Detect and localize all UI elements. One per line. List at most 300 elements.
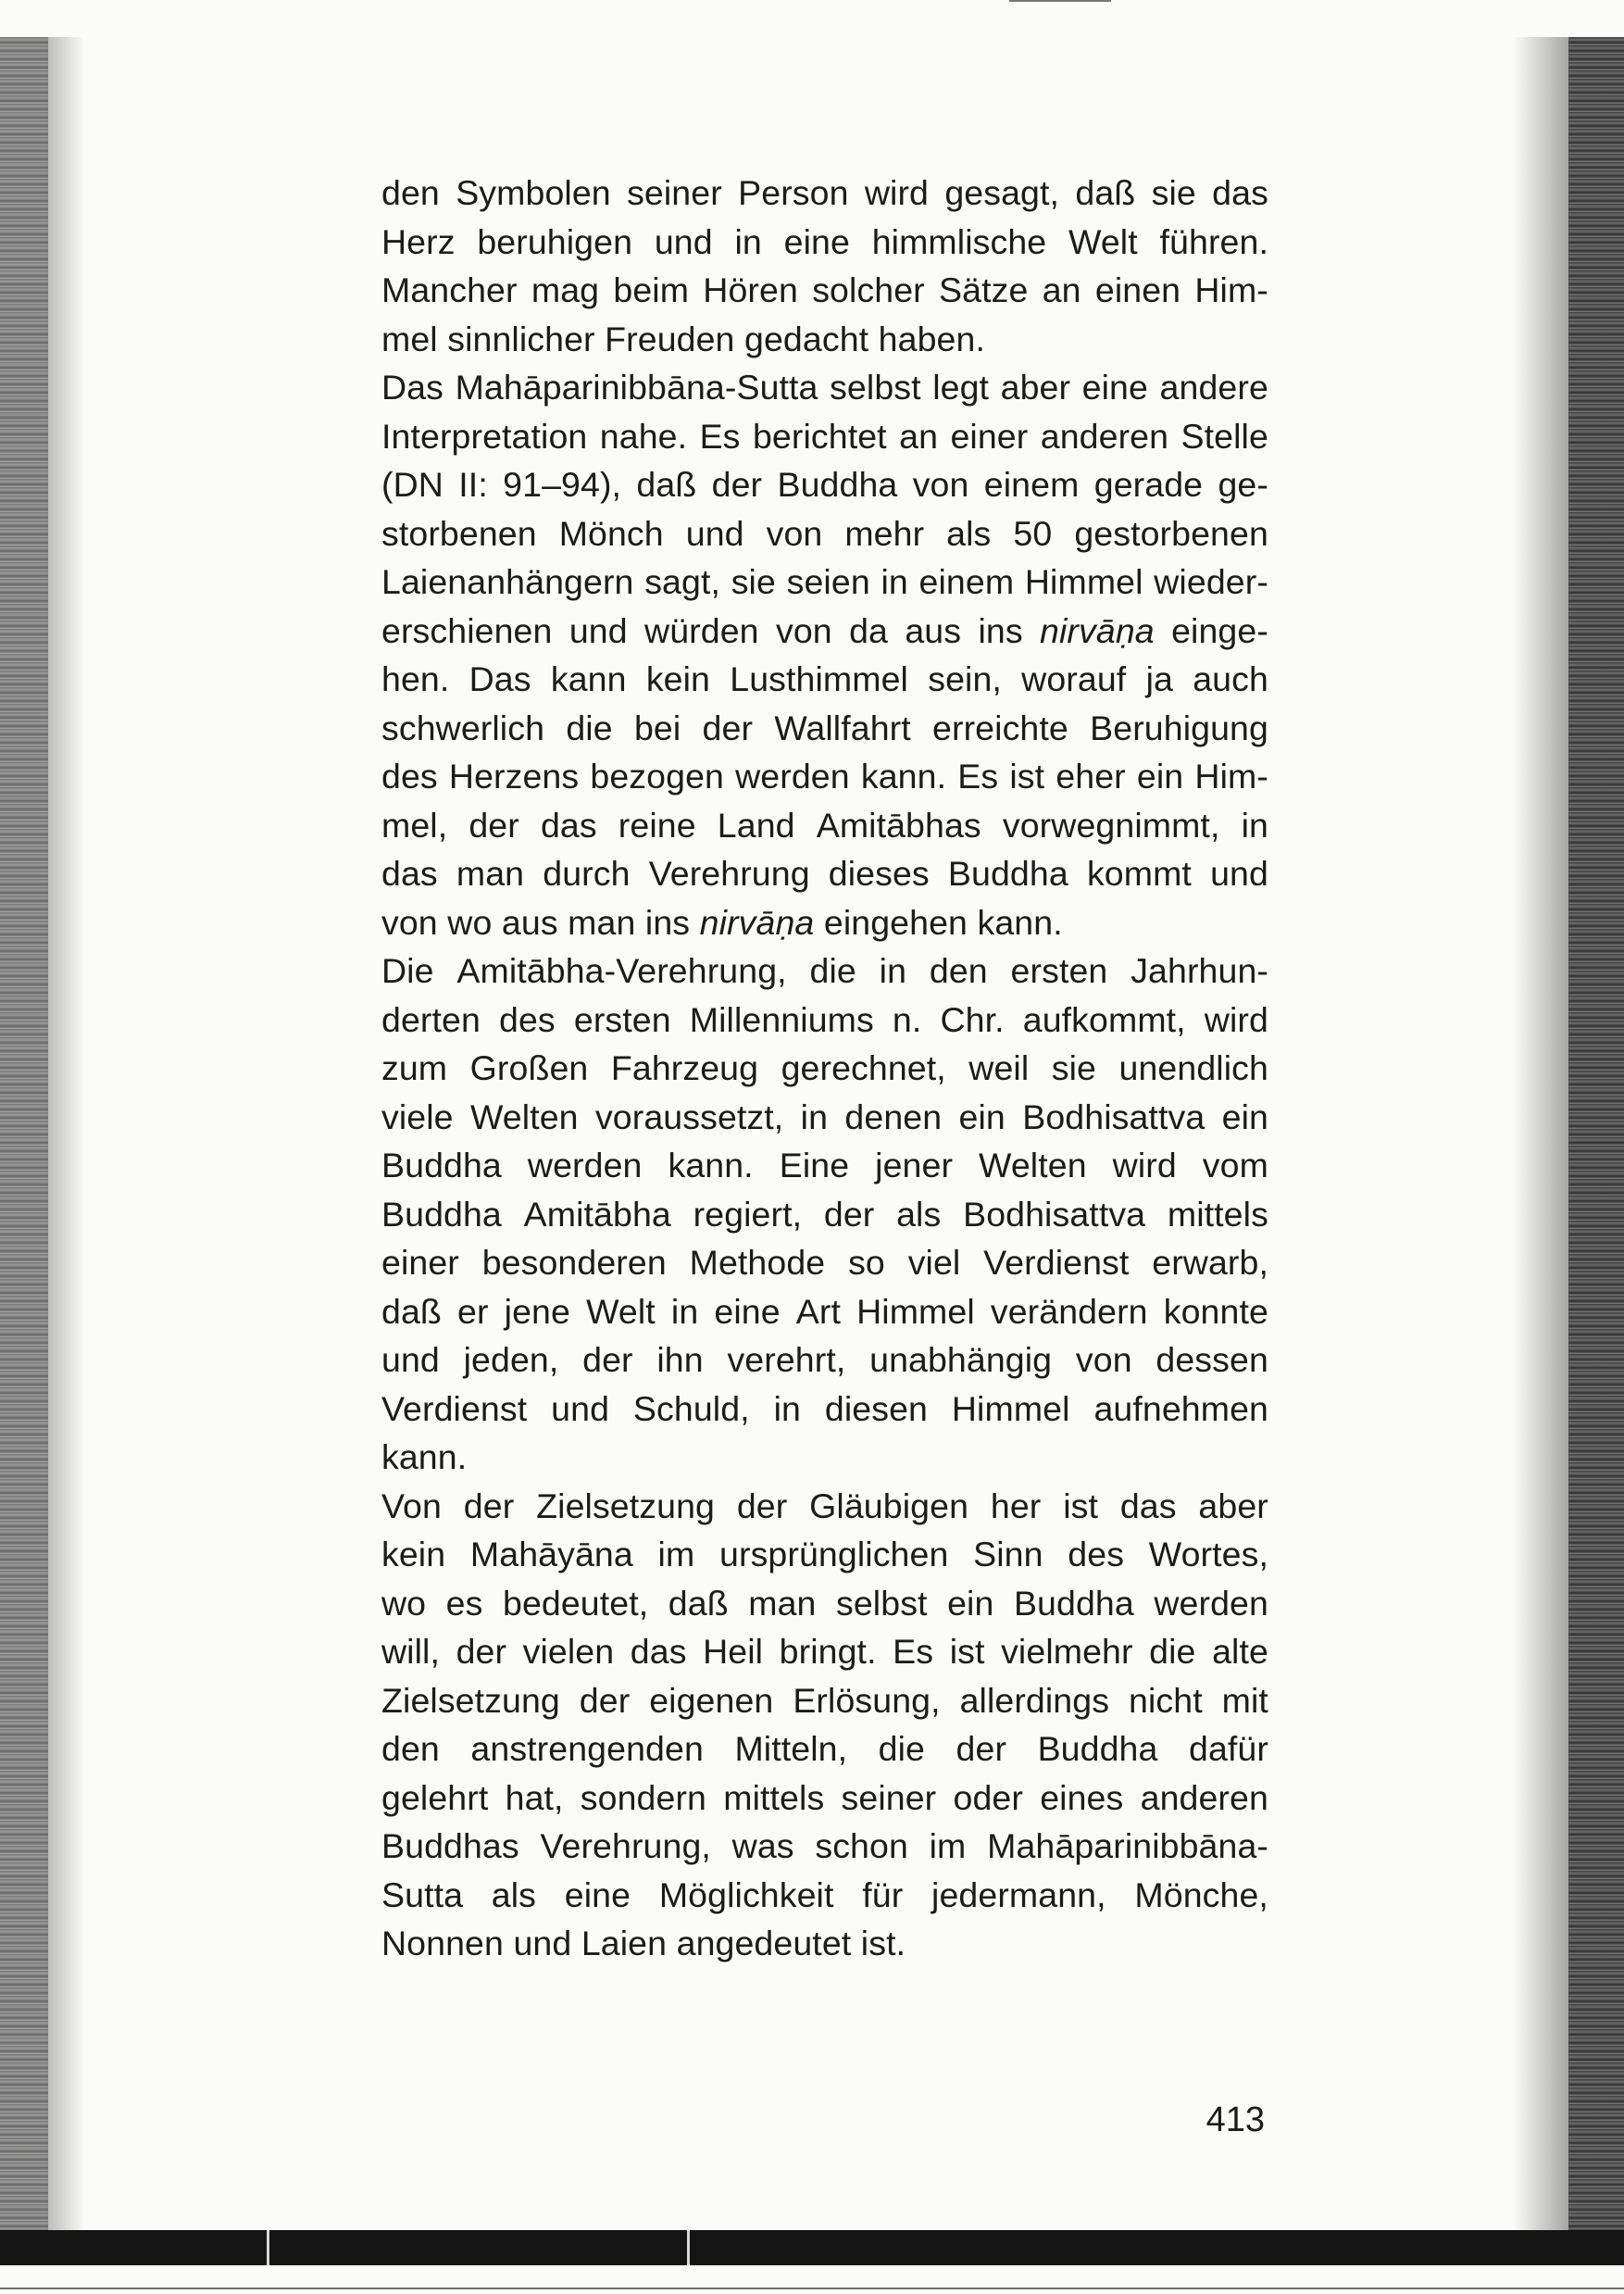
word: in xyxy=(881,562,908,601)
word: Himmel xyxy=(1024,562,1143,601)
word: Bodhisattva xyxy=(963,1194,1146,1234)
word: dessen xyxy=(1156,1340,1268,1379)
word: Möglichkeit xyxy=(658,1874,834,1914)
word: sie xyxy=(1151,173,1196,212)
word: Land xyxy=(717,805,795,845)
word: man xyxy=(748,1583,817,1623)
word: es xyxy=(445,1583,483,1623)
body-text xyxy=(381,169,1268,1968)
page-number: 413 xyxy=(1206,2100,1265,2139)
word: in xyxy=(670,1291,699,1331)
word: anstrengenden xyxy=(470,1729,704,1768)
word: unabhängig xyxy=(869,1340,1053,1379)
word: vorwegnimmt, xyxy=(1002,805,1220,845)
word: das xyxy=(630,1632,687,1671)
word: n. xyxy=(892,999,922,1039)
word: würden xyxy=(644,610,759,650)
word: die xyxy=(566,708,613,747)
text-line xyxy=(381,169,1268,218)
word: Heil xyxy=(703,1632,764,1671)
word: viele xyxy=(381,1097,454,1136)
word: Schuld, xyxy=(632,1388,750,1428)
word: an xyxy=(1042,270,1081,309)
word: und xyxy=(654,221,713,261)
scan-tick xyxy=(687,2230,690,2265)
word: daß xyxy=(381,1291,442,1331)
word: ersten xyxy=(1010,951,1108,990)
word: Amitābha-Verehrung, xyxy=(456,951,787,990)
word: gestorbenen xyxy=(1074,513,1268,553)
word: mag xyxy=(531,270,600,309)
word: Himmel xyxy=(951,1388,1070,1428)
paragraph xyxy=(381,1482,1268,1968)
word: an xyxy=(899,416,939,456)
text-line xyxy=(381,898,1268,947)
word: gelehrt xyxy=(381,1777,489,1817)
word: erwarb, xyxy=(1152,1243,1268,1282)
word: im xyxy=(929,1826,967,1865)
word: ge- xyxy=(1218,465,1268,504)
word: führen. xyxy=(1159,221,1268,261)
text-line xyxy=(381,558,1268,607)
word: Mönch xyxy=(558,513,664,553)
text-line xyxy=(381,1530,1268,1579)
word: des xyxy=(381,757,438,796)
word: seien xyxy=(786,562,870,601)
word: aufkommt, xyxy=(1022,999,1186,1039)
word: unendlich xyxy=(1118,1048,1268,1087)
text-line xyxy=(381,607,1268,656)
word: das xyxy=(1212,173,1268,212)
word: in xyxy=(734,221,762,261)
page-edge-fade-right xyxy=(1513,37,1568,2232)
text-line xyxy=(381,849,1268,898)
word: als xyxy=(946,513,992,553)
word: sinnlicher xyxy=(447,319,595,358)
word: ist. xyxy=(860,1924,906,1962)
word: 50 xyxy=(1013,513,1053,553)
word: viel xyxy=(907,1243,961,1282)
word: gedacht xyxy=(744,319,869,358)
paragraph xyxy=(381,169,1268,363)
word: Amitābhas xyxy=(816,805,981,845)
word: Es xyxy=(699,416,741,456)
word: derten xyxy=(381,999,481,1039)
word: und xyxy=(551,1388,610,1428)
word: kann xyxy=(550,659,627,698)
word: und xyxy=(381,1340,440,1379)
text-line xyxy=(381,1676,1268,1725)
word: sagt, xyxy=(644,562,720,601)
text-line xyxy=(381,460,1268,509)
page-edge-shadow-right xyxy=(1568,37,1624,2232)
word: berichtet xyxy=(752,416,887,456)
word: werden xyxy=(1154,1583,1268,1623)
word: Welten xyxy=(469,1097,579,1136)
word: man xyxy=(456,854,525,893)
page-gutter-shadow-left xyxy=(0,37,48,2232)
word: der xyxy=(456,1632,507,1671)
word: eines xyxy=(1040,1777,1124,1817)
word: nirvāṇa xyxy=(1040,610,1155,650)
word: Buddha xyxy=(947,854,1068,893)
word: Gläubigen xyxy=(809,1485,969,1525)
word: Das xyxy=(468,659,531,698)
word: Mancher xyxy=(381,270,518,309)
word: Sätze xyxy=(939,270,1029,309)
word: er xyxy=(457,1291,489,1331)
word: der xyxy=(468,805,519,845)
text-line xyxy=(381,266,1268,315)
word: Welten xyxy=(979,1146,1087,1185)
word: die xyxy=(809,951,856,990)
word: Buddha xyxy=(381,1194,502,1234)
word: Buddha xyxy=(777,465,898,504)
word: einer xyxy=(950,416,1029,456)
word: denen xyxy=(844,1097,943,1136)
word: Symbolen xyxy=(456,173,611,212)
word: weil xyxy=(968,1048,1030,1087)
scan-artifact-top xyxy=(1009,0,1111,2)
word: man xyxy=(568,902,636,942)
text-line xyxy=(381,1774,1268,1823)
word: hat, xyxy=(505,1777,564,1817)
word: aber xyxy=(1198,1485,1268,1525)
word: das xyxy=(1119,1485,1177,1525)
word: Person xyxy=(738,173,849,212)
word: selbst xyxy=(836,1583,928,1623)
text-line xyxy=(381,1335,1268,1385)
word: ist xyxy=(1063,1485,1098,1525)
word: worauf xyxy=(1021,659,1127,698)
word: jeden, xyxy=(463,1340,559,1379)
word: nahe. xyxy=(599,416,688,456)
word: Laienanhängern xyxy=(381,562,634,601)
word: gerade xyxy=(1093,465,1204,504)
word: kann. xyxy=(860,757,947,796)
word: Herz xyxy=(381,221,456,261)
text-line xyxy=(381,315,1268,364)
word: kann. xyxy=(381,1437,468,1476)
word: eine xyxy=(564,1874,631,1914)
word: auch xyxy=(1193,659,1268,698)
word: das xyxy=(540,805,597,845)
word: von xyxy=(766,513,823,553)
word: ein xyxy=(1136,757,1184,796)
word: Beruhigung xyxy=(1090,708,1268,747)
word: schon xyxy=(815,1826,908,1865)
word: Von xyxy=(381,1485,442,1525)
word: Methode xyxy=(689,1243,826,1282)
word: ja xyxy=(1145,659,1173,698)
word: verehrt, xyxy=(727,1340,846,1379)
word: Sutta xyxy=(381,1874,464,1914)
word: den xyxy=(929,951,988,990)
word: kommt xyxy=(1086,854,1192,893)
word: diesen xyxy=(824,1388,928,1428)
word: eher xyxy=(1056,757,1126,796)
word: alte xyxy=(1212,1632,1268,1671)
word: werden xyxy=(735,757,850,796)
word: was xyxy=(731,1826,794,1865)
word: Mahāyāna xyxy=(469,1535,633,1573)
word: Großen xyxy=(469,1048,589,1087)
word: Laien xyxy=(581,1924,668,1962)
word: hen. xyxy=(381,659,450,698)
word: Jahrhun- xyxy=(1131,951,1268,990)
word: anderen xyxy=(1140,1777,1268,1817)
word: Verdienst xyxy=(983,1243,1130,1282)
text-line xyxy=(381,655,1268,704)
word: beruhigen xyxy=(477,221,633,261)
word: mittels xyxy=(1167,1194,1268,1234)
word: Art xyxy=(795,1291,841,1331)
word: ins xyxy=(644,902,691,942)
word: gesagt, xyxy=(944,173,1060,212)
word: wird xyxy=(1112,1146,1177,1185)
word: in xyxy=(800,1097,829,1136)
word: Wortes, xyxy=(1148,1535,1268,1573)
word: verändern xyxy=(990,1291,1148,1331)
word: angedeutet xyxy=(676,1924,852,1962)
text-line xyxy=(381,801,1268,850)
word: sie xyxy=(731,562,776,601)
word: Mitteln, xyxy=(734,1729,848,1768)
word: mehr xyxy=(844,513,925,553)
text-line xyxy=(381,509,1268,558)
word: Him- xyxy=(1194,757,1268,796)
word: daß xyxy=(636,465,697,504)
word: Fahrzeug xyxy=(610,1048,759,1087)
word: Erlösung, xyxy=(793,1680,941,1720)
word: wo xyxy=(447,902,493,942)
word: Welt xyxy=(1068,221,1138,261)
word: nicht xyxy=(1129,1680,1203,1720)
word: Nonnen xyxy=(381,1924,504,1962)
word: kein xyxy=(381,1535,446,1573)
word: Interpretation xyxy=(381,416,588,456)
word: Eine xyxy=(779,1146,850,1185)
word: daß xyxy=(668,1583,729,1623)
word: Millenniums xyxy=(689,999,874,1039)
word: Zielsetzung xyxy=(381,1680,560,1720)
word: einge- xyxy=(1171,610,1268,650)
word: Amitābha xyxy=(523,1194,671,1234)
word: regiert, xyxy=(693,1194,803,1234)
word: dafür xyxy=(1189,1729,1268,1768)
word: bedeutet, xyxy=(502,1583,649,1623)
word: Bodhisattva xyxy=(1022,1097,1206,1136)
word: von xyxy=(1075,1340,1132,1379)
word: Lusthimmel xyxy=(730,659,908,698)
word: 91–94), xyxy=(503,465,622,504)
word: jene xyxy=(504,1291,570,1331)
word: der xyxy=(579,1680,631,1720)
word: Buddha xyxy=(1013,1583,1134,1623)
word: Es xyxy=(893,1632,934,1671)
text-line xyxy=(381,218,1268,267)
word: eigenen xyxy=(649,1680,774,1720)
word: der xyxy=(711,465,763,504)
word: als xyxy=(491,1874,537,1914)
word: eine xyxy=(1081,368,1148,407)
word: Mahāparinibbāna-Sutta xyxy=(455,368,818,407)
word: der xyxy=(956,1729,1007,1768)
text-line xyxy=(381,1093,1268,1142)
word: jener xyxy=(875,1146,954,1185)
word: in xyxy=(1241,805,1268,845)
word: der xyxy=(702,708,754,747)
word: werden xyxy=(527,1146,643,1185)
word: zum xyxy=(381,1048,448,1087)
word: Welt xyxy=(586,1291,656,1331)
word: bezogen xyxy=(590,757,724,796)
word: von xyxy=(381,902,438,942)
text-line xyxy=(381,1190,1268,1239)
word: oder xyxy=(953,1777,1023,1817)
word: den xyxy=(381,173,440,212)
word: eine xyxy=(783,221,850,261)
scan-border-bottom xyxy=(0,2230,1624,2265)
word: (DN xyxy=(381,465,443,504)
word: von xyxy=(775,610,832,650)
word: sie xyxy=(1051,1048,1097,1087)
page-gutter-fade-left xyxy=(48,37,85,2232)
word: eingehen xyxy=(823,902,968,942)
text-line xyxy=(381,412,1268,461)
word: schwerlich xyxy=(381,708,545,747)
word: da xyxy=(849,610,888,650)
word: wird xyxy=(864,173,930,212)
word: ein xyxy=(958,1097,1006,1136)
text-line xyxy=(381,1141,1268,1190)
text-line xyxy=(381,1579,1268,1628)
word: Herzens xyxy=(448,757,580,796)
word: seiner xyxy=(841,1777,937,1817)
text-line xyxy=(381,1627,1268,1676)
word: vielen xyxy=(522,1632,615,1671)
word: einer xyxy=(381,1243,459,1282)
text-line xyxy=(381,363,1268,412)
word: Zielsetzung xyxy=(536,1485,715,1525)
word: Die xyxy=(381,951,434,990)
word: bringt. xyxy=(779,1632,877,1671)
word: sein, xyxy=(928,659,1002,698)
scan-tick xyxy=(267,2230,269,2265)
word: anderen xyxy=(1040,416,1169,456)
word: voraussetzt, xyxy=(594,1097,784,1136)
word: mel, xyxy=(381,805,448,845)
text-line xyxy=(381,1433,1268,1482)
text-line xyxy=(381,1482,1268,1531)
word: und xyxy=(568,610,628,650)
word: storbenen xyxy=(381,513,537,553)
word: das xyxy=(381,854,438,893)
text-line xyxy=(381,996,1268,1045)
word: ursprünglichen xyxy=(719,1535,949,1573)
word: Chr. xyxy=(940,999,1005,1039)
word: sondern xyxy=(580,1777,707,1817)
word: ein xyxy=(947,1583,994,1623)
word: der xyxy=(463,1485,515,1525)
word: ist xyxy=(949,1632,985,1671)
word: Hören xyxy=(703,270,798,309)
word: aufnehmen xyxy=(1093,1388,1268,1428)
word: wird xyxy=(1204,999,1268,1039)
word: gerechnet, xyxy=(781,1048,946,1087)
word: Mönche, xyxy=(1134,1874,1268,1914)
word: besonderen xyxy=(481,1243,667,1282)
text-line xyxy=(381,1822,1268,1871)
word: aber xyxy=(1000,368,1071,407)
paragraph xyxy=(381,363,1268,946)
word: vielmehr xyxy=(1001,1632,1133,1671)
text-line xyxy=(381,946,1268,996)
word: der xyxy=(582,1340,633,1379)
word: legt xyxy=(932,368,990,407)
word: II: xyxy=(458,465,488,504)
word: ein xyxy=(1221,1097,1268,1136)
word: Himmel xyxy=(856,1291,975,1331)
word: durch xyxy=(543,854,631,893)
word: Verdienst xyxy=(381,1388,528,1428)
word: die xyxy=(1149,1632,1196,1671)
word: einen xyxy=(1094,270,1181,309)
word: bei xyxy=(633,708,681,747)
word: Mahāparinibbāna- xyxy=(987,1826,1268,1865)
word: der xyxy=(823,1194,875,1234)
word: vom xyxy=(1202,1146,1268,1185)
word: erschienen xyxy=(381,610,553,650)
word: des xyxy=(499,999,556,1039)
scan-border-line xyxy=(0,2288,1624,2289)
word: Buddha xyxy=(1037,1729,1158,1768)
word: von xyxy=(912,465,969,504)
word: konnte xyxy=(1163,1291,1268,1331)
word: ersten xyxy=(573,999,671,1039)
word: Verehrung xyxy=(648,854,810,893)
word: haben. xyxy=(878,319,985,358)
word: Wallfahrt xyxy=(774,708,911,747)
word: Him- xyxy=(1194,270,1268,309)
word: beim xyxy=(613,270,690,309)
word: in xyxy=(879,951,907,990)
word: himmlische xyxy=(871,221,1047,261)
word: ist xyxy=(1009,757,1045,796)
word: die xyxy=(878,1729,925,1768)
text-line xyxy=(381,1871,1268,1920)
word: wo xyxy=(381,1583,427,1623)
text-line xyxy=(381,1044,1268,1093)
text-line xyxy=(381,1287,1268,1336)
word: her xyxy=(990,1485,1042,1525)
word: daß xyxy=(1075,173,1136,212)
word: wieder- xyxy=(1154,562,1268,601)
text-line xyxy=(381,704,1268,753)
text-line xyxy=(381,1724,1268,1774)
word: kein xyxy=(645,659,711,698)
paragraph xyxy=(381,946,1268,1482)
word: als xyxy=(896,1194,942,1234)
text-line xyxy=(381,1919,1268,1968)
word: mit xyxy=(1221,1680,1268,1720)
word: erreichte xyxy=(932,708,1068,747)
word: aus xyxy=(905,610,962,650)
word: jedermann, xyxy=(931,1874,1106,1914)
word: andere xyxy=(1159,368,1268,407)
word: so xyxy=(848,1243,885,1282)
text-line xyxy=(381,1385,1268,1434)
